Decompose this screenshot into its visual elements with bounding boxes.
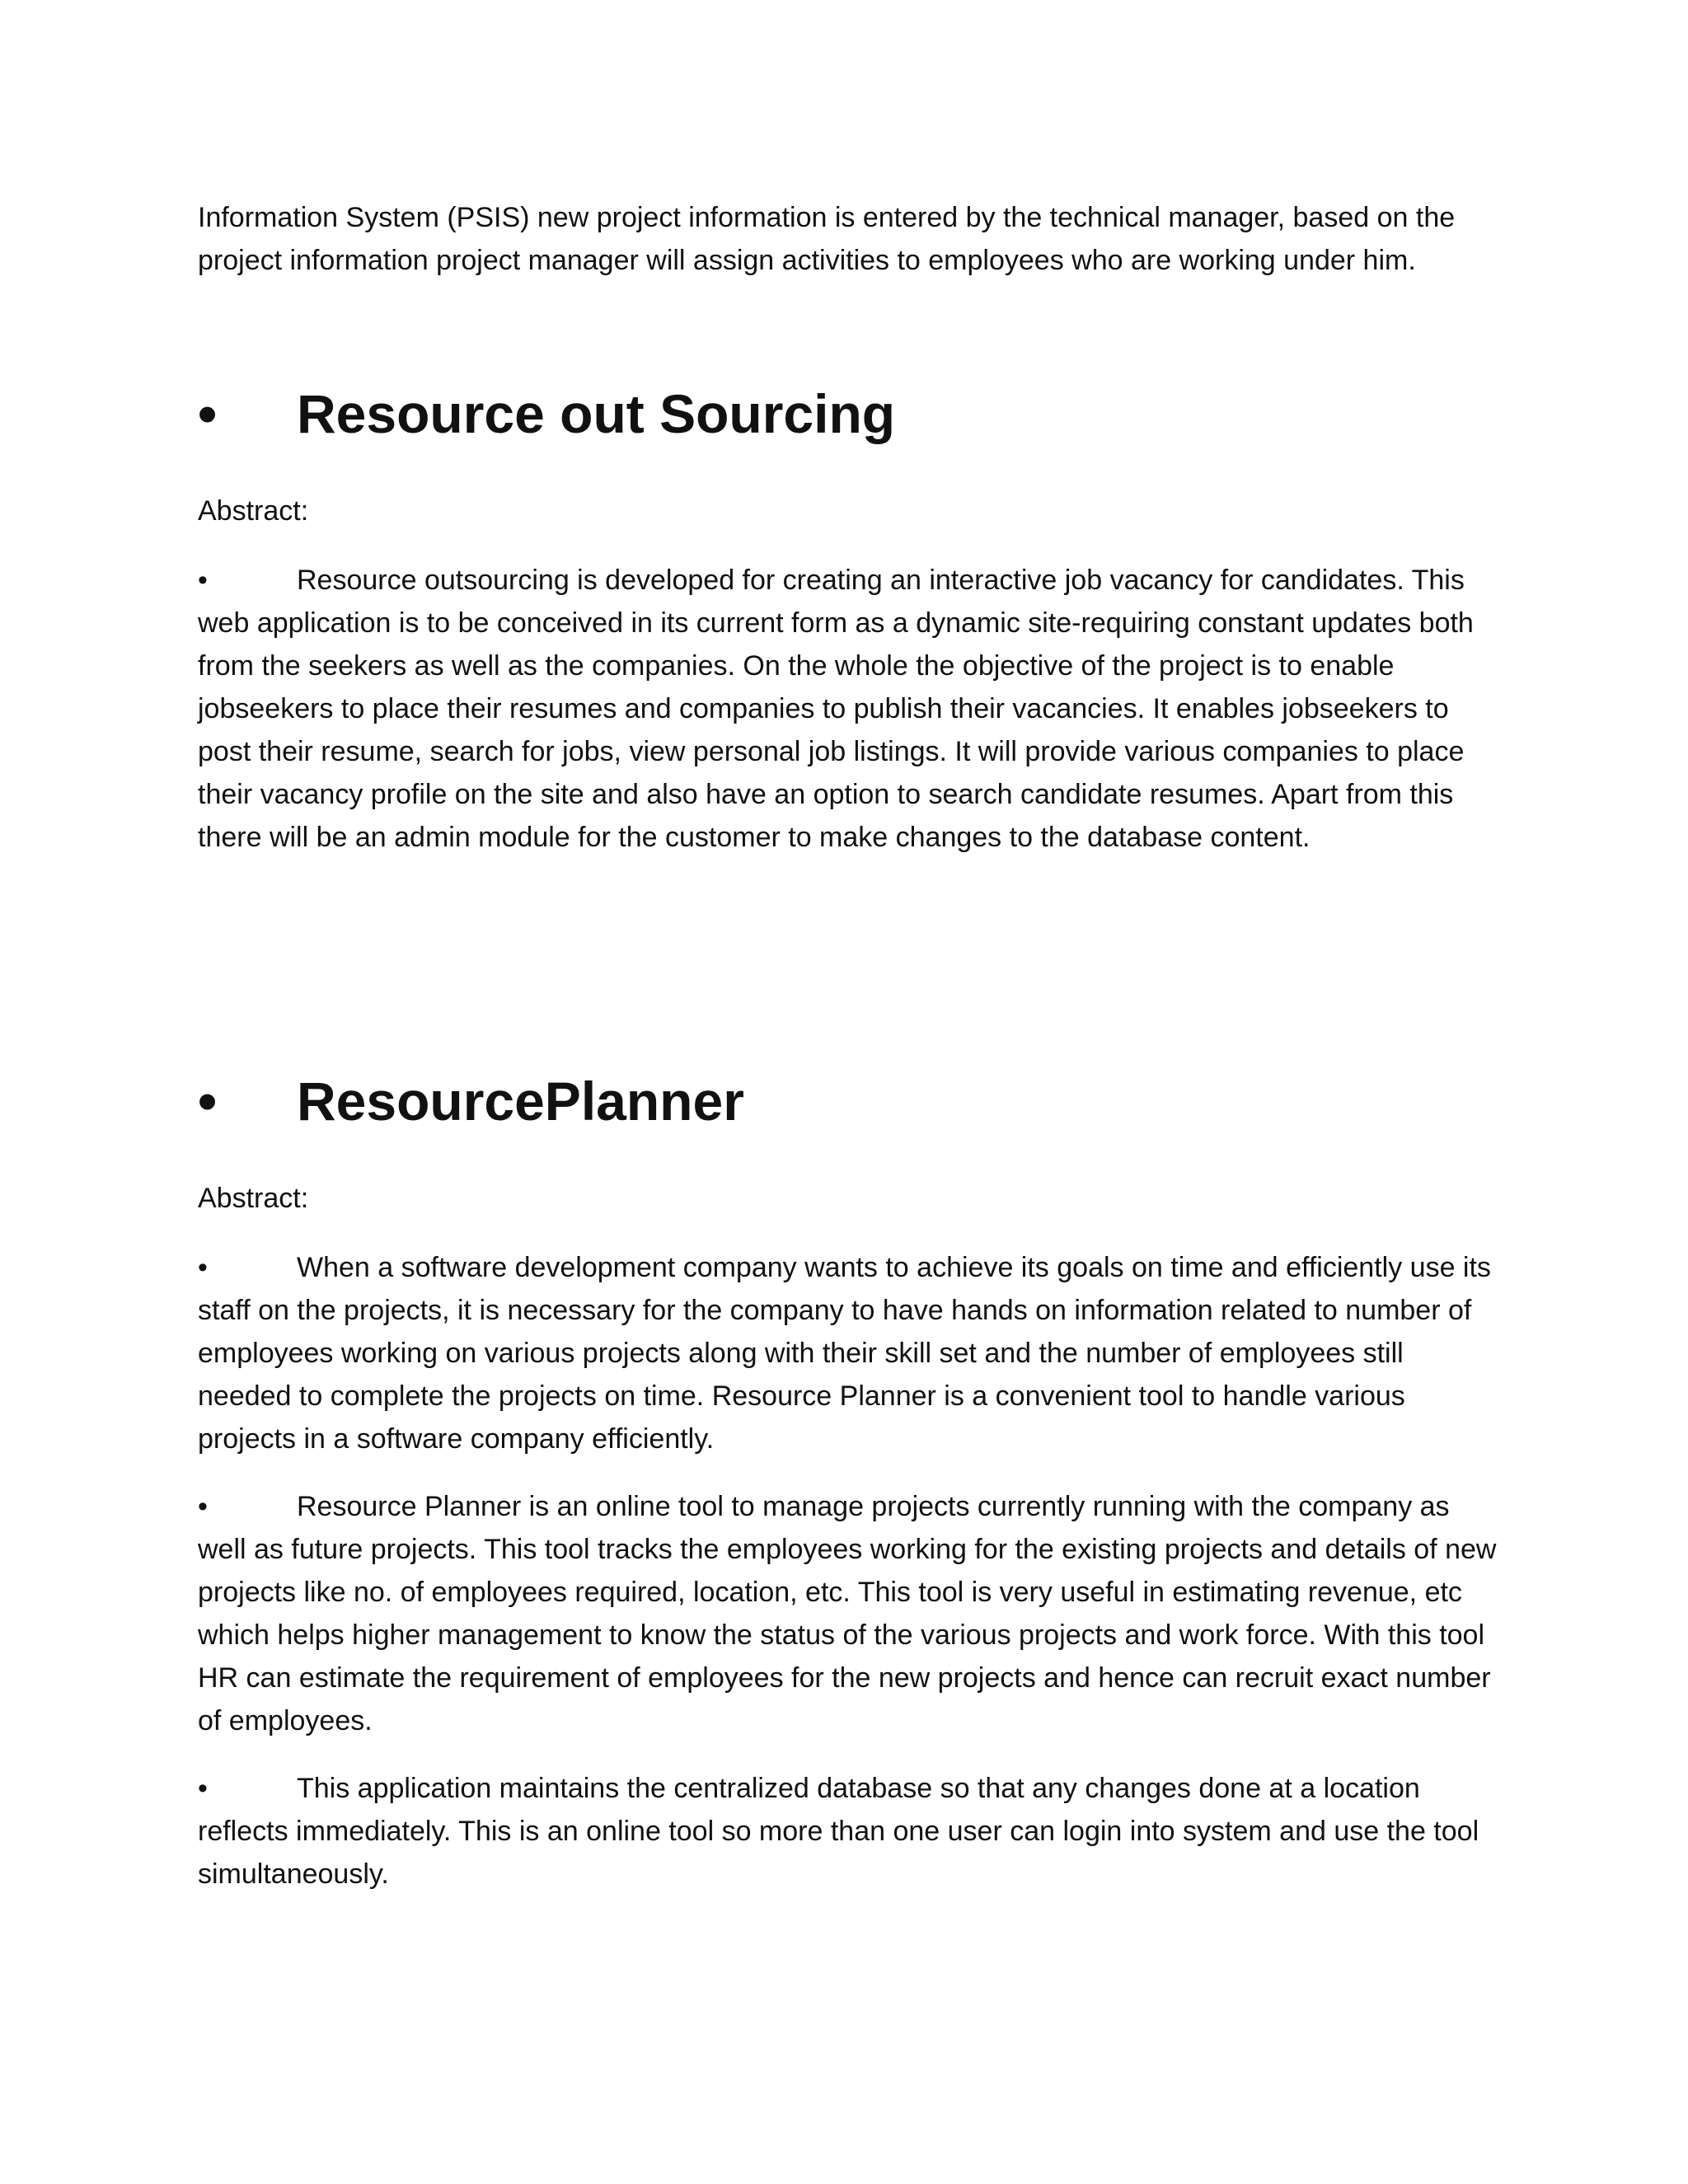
heading-text: Resource out Sourcing [297, 383, 896, 444]
intro-paragraph: Information System (PSIS) new project information is entered by the technical manager, based on the project information project manager will assign activities to employees who are working under him. [198, 202, 1456, 276]
heading-bullet: • [198, 383, 218, 444]
section-paragraph [198, 1767, 1500, 1896]
section-paragraph [198, 1485, 1500, 1742]
paragraph-text: Resource Planner is an online tool to manage projects currently running with the company as well as future projects. This tool tracks the employees working for the existing projects and details of new projects like no. of employees required, location, etc. This tool is very useful in estimating revenue, etc which helps higher management to know the status of the various projects and work force. With this tool HR can estimate the requirement of employees for the new projects and hence can recruit exact number of employees. [198, 1491, 1497, 1736]
paragraph-bullet: • [198, 1252, 208, 1283]
section-paragraph [198, 1246, 1500, 1460]
paragraph-bullet: • [198, 1773, 208, 1804]
section-heading-resource-out-sourcing [198, 381, 895, 447]
abstract-label: Abstract: [198, 495, 309, 527]
paragraph-bullet: • [198, 565, 208, 596]
paragraph-text: This application maintains the centralized database so that any changes done at a location reflects immediately. This is an online tool so more than one user can login into system and use the tool simultaneously. [198, 1773, 1479, 1890]
heading-text: ResourcePlanner [297, 1071, 744, 1132]
section-heading-resourceplanner [198, 1068, 744, 1134]
abstract-label: Abstract: [198, 1183, 309, 1214]
paragraph-text: When a software development company wants to achieve its goals on time and efficiently use its staff on the projects, it is necessary for the company to have hands on information related to number of employees working on various projects along with their skill set and the number of employees still needed to complete the projects on time. Resource Planner is a convenient tool to handle various projects in a software company efficiently. [198, 1252, 1491, 1455]
paragraph-bullet: • [198, 1491, 208, 1522]
paragraph-text: Resource outsourcing is developed for creating an interactive job vacancy for candidates. This web application is to be conceived in its current form as a dynamic site-requiring constant updates both from the seekers as well as the companies. On the whole the objective of the project is to enable jobseekers to place their resumes and companies to publish their vacancies. It enables jobseekers to post their resume, search for jobs, view personal job listings. It will provide various companies to place their vacancy profile on the site and also have an option to search candidate resumes. Apart from this there will be an admin module for the customer to make changes to the database content. [198, 565, 1474, 853]
section-paragraph [198, 559, 1500, 859]
heading-bullet: • [198, 1071, 218, 1132]
